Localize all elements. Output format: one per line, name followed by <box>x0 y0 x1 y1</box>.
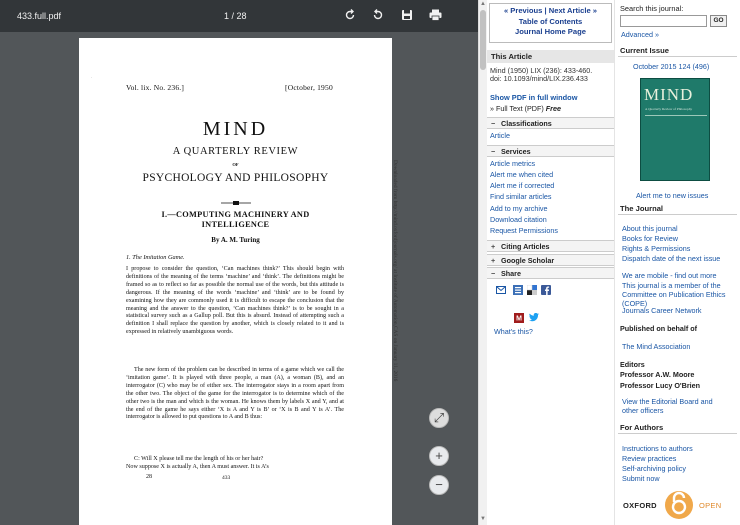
article-sidebar <box>487 0 615 525</box>
google-scholar-toggle[interactable]: + Google Scholar <box>487 254 614 266</box>
paragraph-3: C: Will X please tell me the length of his or her hair? <box>134 456 264 462</box>
facebook-share-icon[interactable] <box>541 285 551 297</box>
share-toggle[interactable]: − Share <box>487 267 614 279</box>
section-heading: 1. The Imitation Game. <box>126 254 185 261</box>
mendeley-share-icon[interactable] <box>514 313 524 325</box>
published-on-behalf-label: Published on behalf of <box>620 324 698 333</box>
expand-icon: + <box>491 256 496 265</box>
pdf-filename: 433.full.pdf <box>17 11 62 21</box>
open-access-icon <box>664 490 694 520</box>
page-number-center: 433 <box>222 475 231 481</box>
current-issue-heading: Current Issue <box>618 45 737 57</box>
journal-title: MIND <box>202 118 269 140</box>
expand-icon: + <box>491 242 496 251</box>
journal-sidebar <box>615 0 740 525</box>
previous-article-link[interactable]: « Previous <box>503 6 543 15</box>
table-of-contents-link[interactable]: Table of Contents <box>518 16 583 26</box>
instructions-authors-link[interactable]: Instructions to authors <box>622 444 693 453</box>
scroll-down-icon[interactable]: ▼ <box>480 516 486 522</box>
search-input[interactable] <box>620 15 707 27</box>
cover-title: MIND <box>644 85 694 104</box>
pdf-page: · Vol. lix. No. 236.] [October, 1950 MIND A QUARTERLY REVIEW OF PSYCHOLOGY AND PHILOSOPHY I.—COMPUTING MACHINERY AND INTELLIGENCE By A. M. Turing 1. The Imitation Game. I propose to consider the question, ‘Can machines think?’ This should begin with definitions of the meaning of the terms ‘machine’ and ‘think’. The definitions might be framed so as to reflect so far as possible the normal use of the words, but this attitude is dangerous. If the meaning of the words ‘machine’ and ‘think’ are to be found by examining how they are commonly used it is difficult to escape the conclusion that the meaning and the answer to the question, ‘Can machines think?’ is to be sought in a statistical survey such as a Gallup poll. But this is absurd. Instead of attempting such a definition I shall replace the question by another, which is closely related to it and is expressed in relatively unambiguous words. The new form of the problem can be described in terms of a game which we call the ‘imitation game’. It is played with three people, a man (A), a woman (B), and an interrogator (C) who may be of either sex. The interrogator stays in a room apart from the other two. The object of the game for the interrogator is to determine which of the other two is the man and which is the woman. He knows them by labels X and Y, and at the end of the game he says either ‘X is A and Y is B’ or ‘X is B and Y is A’. The interrogator is allowed to put questions to A and B thus: C: Will X please tell me the length of his or her hair? Now suppose X is actually A, then A must answer. It is A’s 28 433 <box>79 38 392 525</box>
whats-this-link[interactable]: What's this? <box>494 327 533 336</box>
paragraph-4: Now suppose X is actually A, then A must answer. It is A’s <box>126 464 269 470</box>
article-title-line-2: INTELLIGENCE <box>201 220 270 229</box>
collapse-icon: − <box>491 119 496 128</box>
free-badge: Free <box>545 104 561 113</box>
mobile-link[interactable]: We are mobile - find out more <box>622 271 717 280</box>
pdf-toolbar <box>0 0 478 32</box>
zoom-out-button[interactable]: − <box>429 475 449 495</box>
page-number-left: 28 <box>146 474 152 480</box>
ornament-divider <box>221 198 251 202</box>
self-archiving-link[interactable]: Self-archiving policy <box>622 464 686 473</box>
editorial-board-link[interactable]: View the Editorial Board and other officers <box>622 397 713 415</box>
volume-label: Vol. lix. No. 236.] <box>126 83 185 92</box>
for-authors-heading: For Authors <box>618 422 737 434</box>
services-toggle[interactable]: − Services <box>487 145 614 157</box>
citing-articles-toggle[interactable]: + Citing Articles <box>487 240 614 252</box>
twitter-share-icon[interactable] <box>529 313 539 324</box>
rights-permissions-link[interactable]: Rights & Permissions <box>622 244 691 253</box>
career-network-link[interactable]: Journals Career Network <box>622 306 702 315</box>
service-alert-cited[interactable]: Alert me when cited <box>490 170 554 179</box>
next-article-link[interactable]: Next Article » <box>548 6 598 15</box>
service-request-permissions[interactable]: Request Permissions <box>490 226 558 235</box>
cope-link[interactable]: This journal is a member of the Committee on Publication Ethics (COPE) <box>622 281 726 308</box>
classification-article-link[interactable]: Article <box>490 131 510 140</box>
journal-of: OF <box>232 162 239 167</box>
email-share-icon[interactable] <box>496 286 506 296</box>
full-text-link[interactable]: » Full Text (PDF) Free <box>490 104 561 113</box>
service-find-similar[interactable]: Find similar articles <box>490 192 552 201</box>
the-journal-heading: The Journal <box>618 203 737 215</box>
cover-subtitle: A Quarterly Review of Philosophy <box>645 107 693 111</box>
mind-association-link[interactable]: The Mind Association <box>622 342 691 351</box>
download-icon[interactable] <box>400 9 414 23</box>
show-pdf-link[interactable]: Show PDF in full window <box>490 93 578 102</box>
search-label: Search this journal: <box>620 4 684 13</box>
service-article-metrics[interactable]: Article metrics <box>490 159 536 168</box>
journal-subtitle: A QUARTERLY REVIEW <box>172 146 299 157</box>
editor-moore: Professor A.W. Moore <box>620 370 695 379</box>
article-title-line-1: I.—COMPUTING MACHINERY AND <box>161 210 310 219</box>
classifications-toggle[interactable]: − Classifications <box>487 117 614 129</box>
paragraph-1: I propose to consider the question, ‘Can machines think?’ This should begin with definitions of the meaning of the terms ‘machine’ and ‘think’. The definitions might be framed so as to reflect so far as possible the normal use of the words, but this attitude is dangerous. If the meaning of the words ‘machine’ and ‘think’ are to be found by examining how they are commonly used it is difficult to escape the conclusion that the meaning and the answer to the question, ‘Can machines think?’ is to be sought in a statistical survey such as a Gallup poll. But this is absurd. Instead of attempting such a definition I shall replace the question by another, which is closely related to it and is expressed in relatively unambiguous words. <box>126 266 344 336</box>
paragraph-2: The new form of the problem can be described in terms of a game which we call the ‘imitation game’. It is played with three people, a man (A), a woman (B), and an interrogator (C) who may be of either sex. The interrogator stays in a room apart from the other two. The object of the game for the interrogator is to determine which of the other two is the man and which is the woman. He knows them by labels X and Y, and at the end of the game he says either ‘X is A and Y is B’ or ‘X is B and Y is A’. The interrogator is allowed to put questions to A and B thus: <box>126 367 344 421</box>
editor-obrien: Professor Lucy O'Brien <box>620 381 700 390</box>
page-indicator[interactable]: 1 / 28 <box>224 11 247 21</box>
current-issue-link[interactable]: October 2015 124 (496) <box>633 62 710 71</box>
scroll-thumb[interactable] <box>480 10 486 70</box>
download-watermark: Downloaded from http://mind.oxfordjournals.org/ at Institute of Automation,CAS on January 11, 2016 <box>392 160 398 382</box>
alert-new-issues-link[interactable]: Alert me to new issues <box>636 191 709 200</box>
this-article-heading: This Article <box>487 50 614 63</box>
journal-subtitle-2: PSYCHOLOGY AND PHILOSOPHY <box>142 172 329 184</box>
oxford-open-logo: OXFORD OPEN <box>623 490 733 520</box>
search-go-button[interactable]: GO <box>710 15 727 27</box>
journal-cover-image[interactable] <box>640 78 710 181</box>
submit-now-link[interactable]: Submit now <box>622 474 660 483</box>
iframe-scrollbar[interactable] <box>478 0 487 525</box>
scroll-up-icon[interactable]: ▲ <box>480 1 486 7</box>
advanced-search-link[interactable]: Advanced » <box>621 30 659 39</box>
fit-page-icon[interactable]: ⤢ <box>429 408 449 428</box>
article-nav-box: « Previous | Next Article » Table of Contents Journal Home Page <box>489 3 612 43</box>
rotate-cw-icon[interactable] <box>343 9 357 23</box>
collapse-icon: − <box>491 147 496 156</box>
books-for-review-link[interactable]: Books for Review <box>622 234 678 243</box>
about-journal-link[interactable]: About this journal <box>622 224 678 233</box>
article-citation: Mind (1950) LIX (236): 433-460. <box>490 66 593 75</box>
print-icon[interactable] <box>428 9 442 23</box>
editors-label: Editors <box>620 360 645 369</box>
citeulike-share-icon[interactable] <box>513 285 523 297</box>
rotate-ccw-icon[interactable] <box>371 9 385 23</box>
collapse-icon: − <box>491 269 496 278</box>
service-add-archive[interactable]: Add to my archive <box>490 204 548 213</box>
service-alert-corrected[interactable]: Alert me if corrected <box>490 181 555 190</box>
delicious-share-icon[interactable] <box>527 285 537 297</box>
journal-home-link[interactable]: Journal Home Page <box>515 27 586 36</box>
zoom-in-button[interactable]: + <box>429 446 449 466</box>
svg-text:M: M <box>516 315 522 323</box>
review-practices-link[interactable]: Review practices <box>622 454 677 463</box>
dispatch-date-link[interactable]: Dispatch date of the next issue <box>622 254 721 263</box>
issue-date: [October, 1950 <box>285 83 333 92</box>
service-download-citation[interactable]: Download citation <box>490 215 547 224</box>
article-author: By A. M. Turing <box>211 236 260 244</box>
article-doi: doi: 10.1093/mind/LIX.236.433 <box>490 74 588 83</box>
